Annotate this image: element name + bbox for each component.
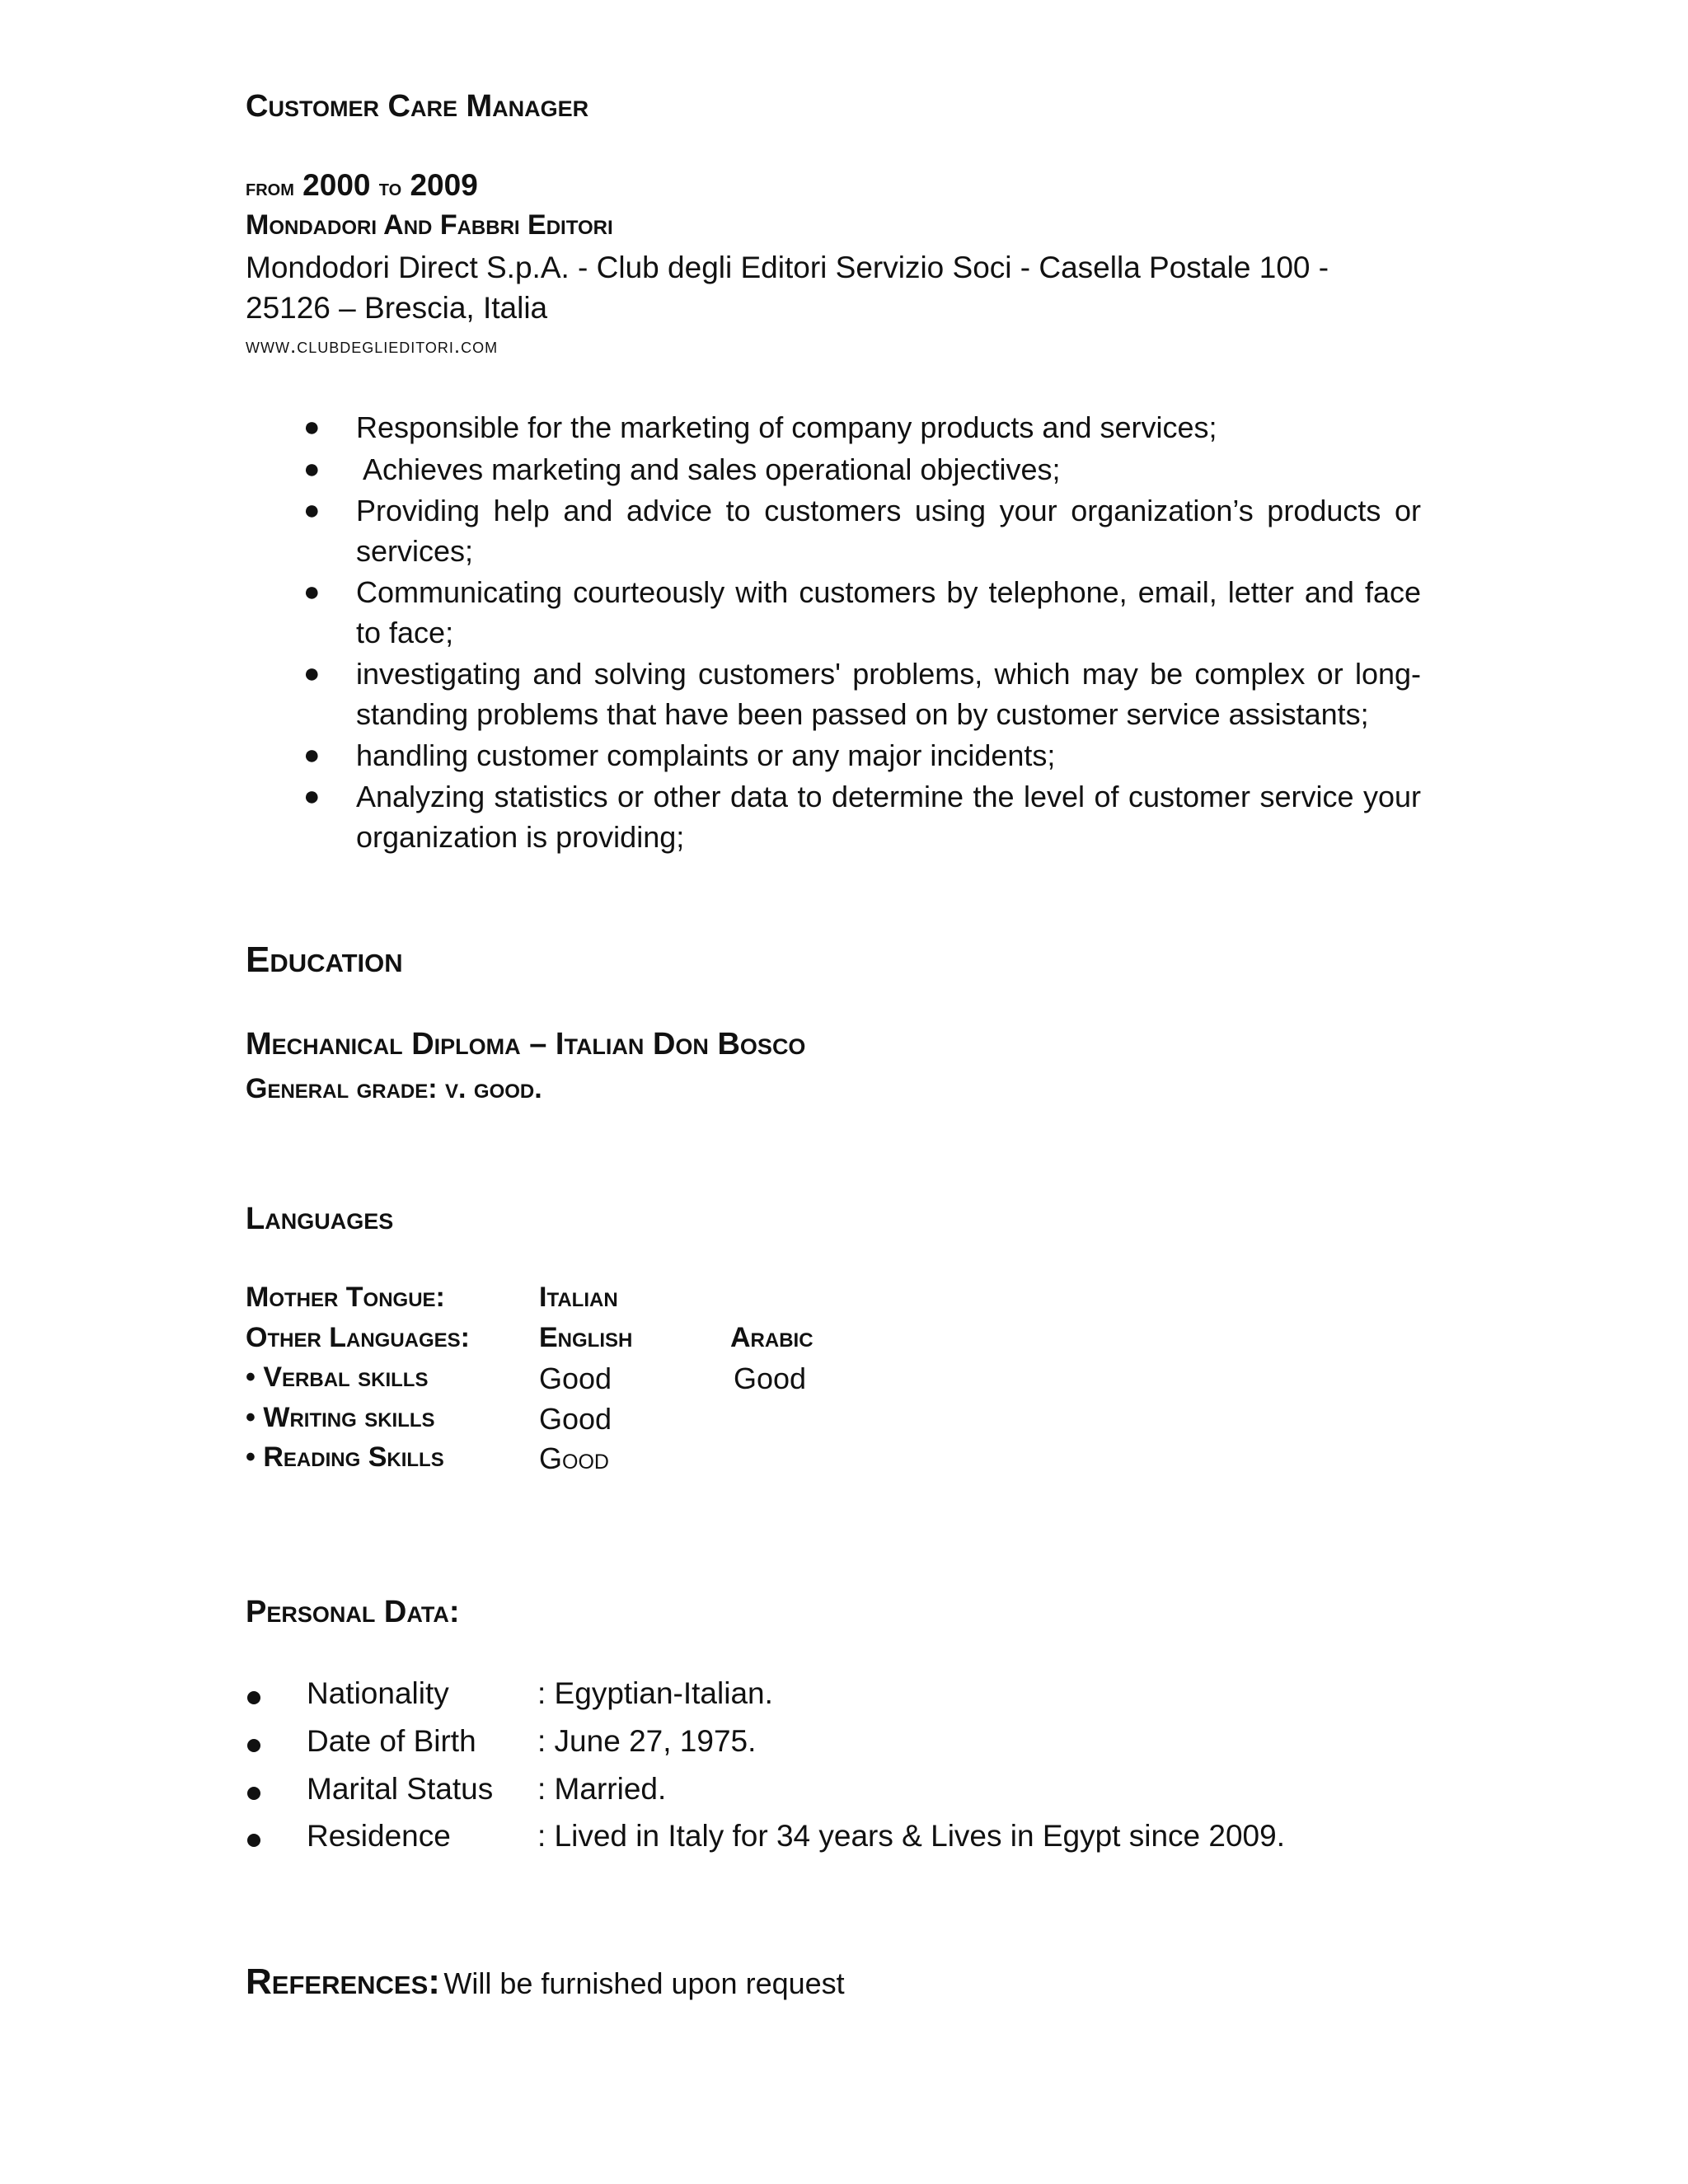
references-label: References: [246, 1961, 440, 2002]
bullet-icon: ● [303, 780, 321, 812]
bullet-icon: ● [303, 739, 321, 771]
company-website: www.clubdeglieditori.com [246, 333, 499, 358]
personal-heading: Personal Data: [246, 1595, 460, 1629]
bullet-icon [247, 1739, 260, 1752]
company-address: Mondodori Direct S.p.A. - Club degli Editori Servizio Soci - Casella Postale 100 - 25126 – Brescia, Italia [246, 251, 1329, 325]
languages-heading: Languages [246, 1202, 394, 1236]
bullet-icon [247, 1834, 260, 1847]
personal-row-nationality: Nationality : Egyptian-Italian. [246, 1676, 1482, 1722]
personal-row-residence: Residence : Lived in Italy for 34 years & Lives in Egypt since 2009. [246, 1819, 1482, 1865]
period-to-year: 2009 [410, 168, 478, 202]
education-heading: Education [246, 940, 403, 980]
bullet-icon [247, 1787, 260, 1800]
job-period [246, 168, 478, 203]
references-text: Will be furnished upon request [443, 1966, 845, 2000]
personal-row-birth: Date of Birth : June 27, 1975. [246, 1724, 1482, 1770]
bullet-icon [247, 1691, 260, 1704]
education-degree: Mechanical Diploma – Italian Don Bosco [246, 1027, 806, 1062]
bullet-icon: ● [303, 494, 321, 526]
education-grade: General grade: v. good. [246, 1073, 542, 1104]
personal-row-marital: Marital Status : Married. [246, 1772, 1482, 1818]
bullet-icon: ● [303, 411, 321, 443]
bullet-icon: ● [303, 453, 321, 485]
job-title: Customer Care Manager [246, 89, 589, 124]
period-from-word: from [246, 175, 294, 201]
resume-page: Customer Care Manager from 2000 to 2009 Mondadori And Fabbri Editori Mondodori Direct S.p.A. - Club degli Editori Servizio Soci - Casella Postale 100 - 25126 – Brescia, Italia www.clubdeglieditori.com ● Responsible for the marketing of company products and services; ● Achieves marketing and sales operational objectives; ● Providing help and advice to customers using your organization’s products or services; ● Communicating courteously with customers by telephone, email, letter and face to face; ● investigating and solving customers' problems, which may be complex or long-standing problems that have been passed on by customer service assistants; ● handling customer complaints or any major incidents; ● Analyzing statistics or other data to determine the level of customer service your organization is providing; Education Mechanical Diploma – Italian Don Bosco General grade: v. good. Languages Mother Tongue: Italian Other Languages: English Arabic • Verbal skills Good Good • Writing skills Good • Reading Skills Good Personal Data: Nationality : Egyptian-Italian. Date of Birth : June 27, 1975. Marital Status : Married. Residence : Lived in Italy for 34 years & Lives in Egypt since 2009. References: Will be furnished upon request [0, 0, 1688, 2184]
period-to-word: to [378, 175, 402, 201]
company-name: Mondadori And Fabbri Editori [246, 209, 613, 241]
period-from-year: 2000 [302, 168, 371, 202]
references-line [246, 1961, 845, 2003]
bullet-icon: ● [303, 576, 321, 607]
bullet-icon: ● [303, 658, 321, 689]
